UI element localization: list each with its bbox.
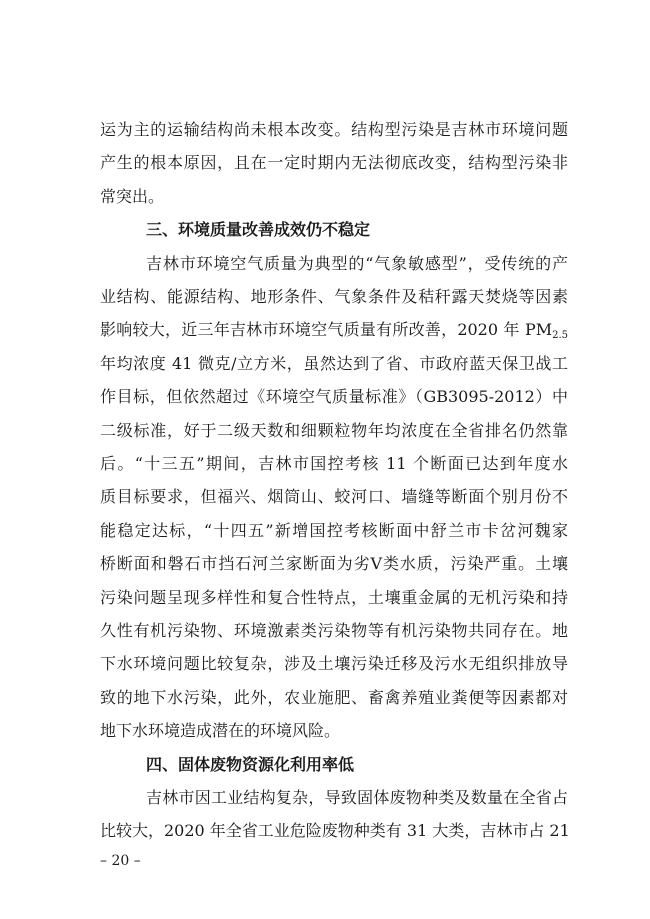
text-line: [100, 518, 568, 544]
text-line: [100, 484, 568, 510]
line-text: 后。“十三五”期间，吉林市国控考核 11 个断面已达到年度水: [100, 454, 568, 473]
text-line: [100, 184, 568, 210]
text-line: [100, 351, 568, 377]
page-number: – 20 –: [100, 853, 141, 869]
line-text: 久性有机污染物、环境激素类污染物等有机污染物共同存在。地: [100, 621, 568, 640]
line-text: 影响较大，近三年吉林市环境空气质量有所改善，2020 年 PM: [100, 320, 553, 340]
line-text: 业结构、能源结构、地形条件、气象条件及秸秆露天焚烧等因素: [100, 287, 568, 306]
line-text: 吉林市环境空气质量为典型的“气象敏感型”，受传统的产: [146, 253, 568, 273]
text-line: [100, 117, 568, 143]
line-text: 比较大，2020 年全省工业危险废物种类有 31 大类，吉林市占 21: [100, 821, 570, 841]
line-text: 能稳定达标，“十四五”新增国控考核断面中舒兰市卡岔河魏家: [100, 520, 568, 540]
text-line: [100, 418, 568, 444]
line-text: 质目标要求，但福兴、烟筒山、蛟河口、墙缝等断面个别月份不: [100, 487, 568, 507]
line-text: 常突出。: [100, 186, 165, 206]
section-heading: [146, 752, 568, 778]
text-line: [100, 718, 568, 744]
text-line: [100, 317, 568, 343]
text-line: [100, 384, 568, 410]
section-heading: [146, 217, 568, 243]
line-text: 致的地下水污染，此外，农业施肥、畜禽养殖业粪便等因素都对: [100, 687, 568, 707]
line-text: 吉林市因工业结构复杂，导致固体废物种类及数量在全省占: [146, 788, 568, 807]
line-text: 产生的根本原因，且在一定时期内无法彻底改变，结构型污染非: [100, 153, 568, 173]
line-text: 桥断面和磐石市挡石河兰家断面为劣Ⅴ类水质，污染严重。土壤: [100, 554, 568, 574]
text-line: [100, 551, 568, 577]
line-text: 作目标，但依然超过《环境空气质量标准》（GB3095-2012）中: [100, 387, 568, 407]
text-line: [100, 451, 568, 477]
line-text: 下水环境问题比较复杂，涉及土壤污染迁移及污水无组织排放导: [100, 654, 568, 674]
text-line: [100, 685, 568, 711]
text-line: [100, 150, 568, 176]
line-text: 年均浓度 41 微克/立方米，虽然达到了省、市政府蓝天保卫战工: [100, 353, 568, 373]
line-text: 三、环境质量改善成效仍不稳定: [146, 220, 371, 240]
pm-subscript: 2.5: [552, 330, 568, 342]
text-line: [100, 618, 568, 644]
text-line: [100, 651, 568, 677]
line-text: 二级标准，好于二级天数和细颗粒物年均浓度在全省排名仍然靠: [100, 420, 568, 440]
line-text: 四、固体废物资源化利用率低: [146, 754, 355, 774]
text-line: [100, 585, 568, 611]
text-line: [146, 251, 568, 277]
line-text: 地下水环境造成潜在的环境风险。: [100, 721, 341, 741]
line-text: 运为主的运输结构尚未根本改变。结构型污染是吉林市环境问题: [100, 120, 568, 139]
text-line: [100, 818, 568, 844]
line-text: 污染问题呈现多样性和复合性特点，土壤重金属的无机污染和持: [100, 587, 568, 607]
text-line: [146, 785, 568, 811]
text-line: [100, 284, 568, 310]
